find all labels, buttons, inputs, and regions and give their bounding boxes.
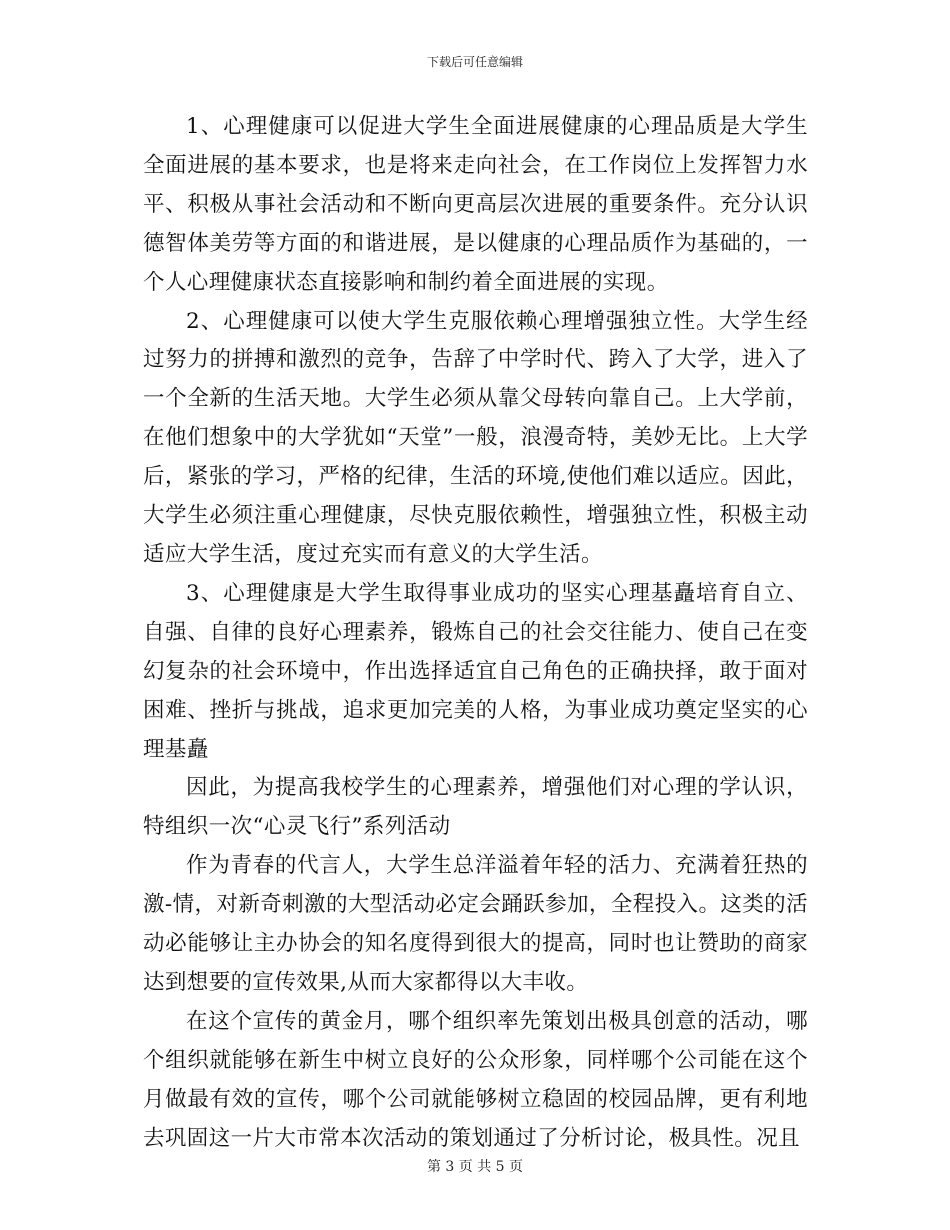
paragraph: 1、心理健康可以促进大学生全面进展健康的心理品质是大学生全面进展的基本要求，也是将来走向社会，在工作岗位上发挥智力水平、积极从事社会活动和不断向更高层次进展的重要条件。充分认识德智体美劳等方面的和谐进展，是以健康的心理品质作为基础的，一个人心理健康状态直接影响和制约着全面进展的实现。 xyxy=(143,114,808,295)
document-body xyxy=(143,108,808,1158)
page-footer: 第 3 页 共 5 页 xyxy=(426,1159,524,1175)
paragraph: 在这个宣传的黄金月，哪个组织率先策划出极具创意的活动，哪个组织就能够在新生中树立良好的公众形象，同样哪个公司能在这个月做最有效的宣传，哪个公司就能够树立稳固的校园品牌，更有利地去巩固这一片大市常本次活动的策划通过了分析讨论，极具性。况且 xyxy=(143,1008,808,1151)
page-header: 下载后可任意编辑 xyxy=(426,55,523,69)
paragraph: 作为青春的代言人，大学生总洋溢着年轻的活力、充满着狂热的激-情，对新奇刺激的大型活动必定会踊跃参加，全程投入。这类的活动必能够让主办协会的知名度得到很大的提高，同时也让赞助的商家达到想要的宣传效果,从而大家都得以大丰收。 xyxy=(143,853,808,995)
paragraph: 3、心理健康是大学生取得事业成功的坚实心理基矗培育自立、自强、自律的良好心理素养，锻炼自己的社会交往能力、使自己在变幻复杂的社会环境中，作出选择适宜自己角色的正确抉择，敢于面对困难、挫折与挑战，追求更加完美的人格，为事业成功奠定坚实的心理基矗 xyxy=(143,580,808,762)
paragraph: 因此，为提高我校学生的心理素养，增强他们对心理的学认识，特组织一次“心灵飞行”系列活动 xyxy=(143,775,808,840)
paragraph: 2、心理健康可以使大学生克服依赖心理增强独立性。大学生经过努力的拼搏和激烈的竞争，告辞了中学时代、跨入了大学，进入了一个全新的生活天地。大学生必须从靠父母转向靠自己。上大学前，在他们想象中的大学犹如“天堂”一般，浪漫奇特，美妙无比。上大学后，紧张的学习，严格的纪律，生活的环境,使他们难以适应。因此，大学生必须注重心理健康，尽快克服依赖性，增强独立性，积极主动适应大学生活，度过充实而有意义的大学生活。 xyxy=(143,308,808,567)
